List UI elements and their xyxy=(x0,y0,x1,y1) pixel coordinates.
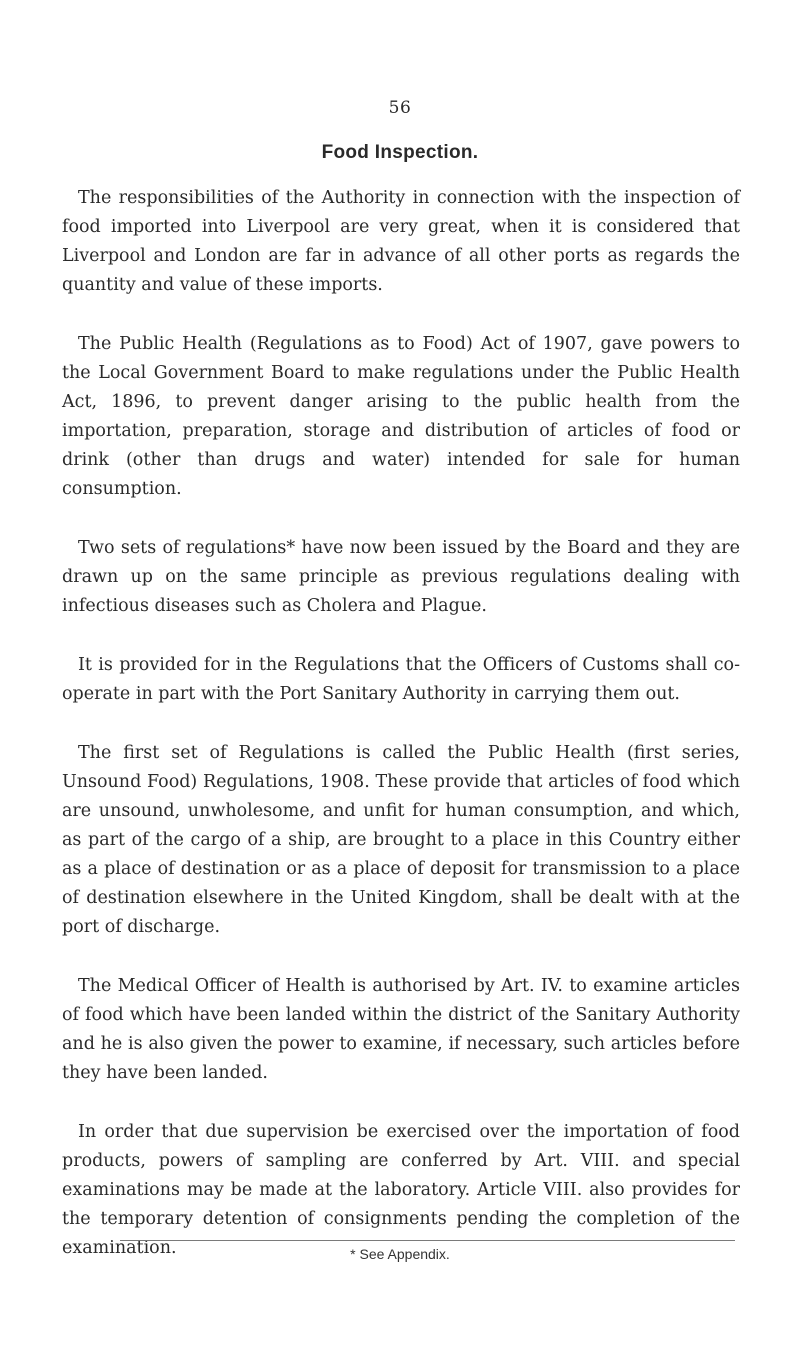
paragraph: Two sets of regulations* have now been issued by the Board and they are drawn up on the same principle as previous regulations dealing with infectious diseases such as Cholera and Plague. xyxy=(62,538,740,616)
body-text xyxy=(62,184,740,1263)
paragraph: The Medical Officer of Health is authorised by Art. IV. to examine articles of food which have been landed within the district of the Sanitary Authority and he is also given the power to examine, if necessary, such articles before they have been landed. xyxy=(62,976,740,1083)
paragraph: It is provided for in the Regulations that the Officers of Customs shall co-operate in part with the Port Sanitary Authority in carrying them out. xyxy=(62,655,740,704)
page-title: Food Inspection. xyxy=(321,142,479,163)
paragraph: In order that due supervision be exercised over the importation of food products, powers of sampling are conferred by Art. VIII. and special examinations may be made at the laboratory. Article VIII. also provides for the temporary detention of consignments pending the completion of the examination. xyxy=(62,1122,740,1258)
footnote-divider xyxy=(120,1240,735,1241)
paragraph: The Public Health (Regulations as to Food) Act of 1907, gave powers to the Local Government Board to make regulations under the Public Health Act, 1896, to prevent danger arising to the public health from the importation, preparation, storage and distribution of articles of food or drink (other than drugs and water) intended for sale for human consumption. xyxy=(62,334,740,499)
paragraph: The first set of Regulations is called the Public Health (first series, Unsound Food) Regulations, 1908. These provide that articles of food which are unsound, unwholesome, and unfit for human consumption, and which, as part of the cargo of a ship, are brought to a place in this Country either as a place of destination or as a place of deposit for transmission to a place of destination elsewhere in the United Kingdom, shall be dealt with at the port of discharge. xyxy=(62,743,740,937)
paragraph: The responsibilities of the Authority in connection with the inspection of food imported into Liverpool are very great, when it is considered that Liverpool and London are far in advance of all other ports as regards the quantity and value of these imports. xyxy=(62,188,740,295)
page-number: 56 xyxy=(388,98,412,118)
footnote: * See Appendix. xyxy=(350,1246,450,1262)
